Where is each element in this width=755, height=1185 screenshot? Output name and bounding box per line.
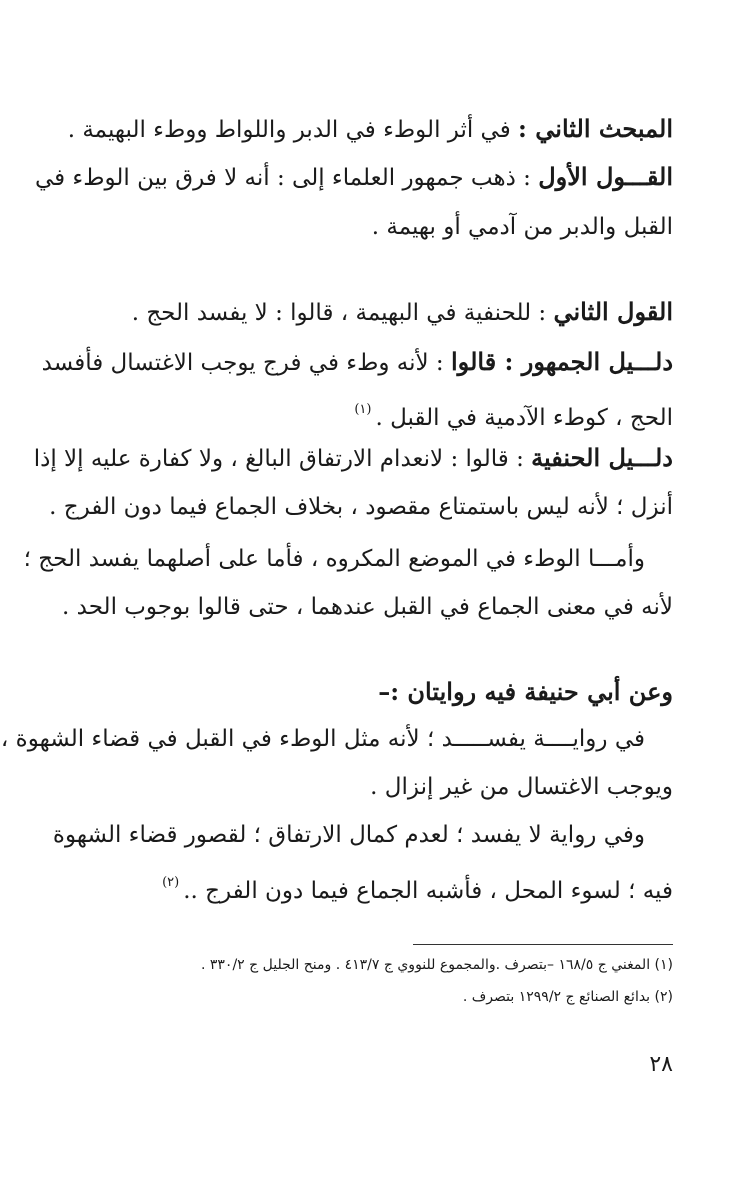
line-text: في أثر الوطء في الدبر واللواط ووطء البهيمة . (67, 117, 519, 143)
text-line (0, 722, 645, 756)
line-text: لأنه في معنى الجماع في القبل عندهما ، حتى قالوا بوجوب الحد . (62, 594, 673, 620)
text-line (41, 345, 673, 380)
subsection-heading: وعن أبي حنيفة فيه روايتان :– (378, 677, 673, 706)
text-line (62, 590, 673, 624)
line-text: في روايــــة يفســـــد ؛ لأنه مثل الوطء في القبل في قضاء الشهوة ، (0, 726, 645, 752)
footnote-1: (١) المغني ج ١٦٨/٥ –بتصرف .والمجموع للنووي ج ٤١٣/٧ . ومنح الجليل ج ٣٣٠/٢ . (200, 957, 673, 973)
line-text: ويوجب الاغتسال من غير إنزال . (370, 774, 673, 800)
line-text: فيه ؛ لسوء المحل ، فأشبه الجماع فيما دون الفرج .. (183, 878, 673, 904)
text-line (80, 675, 673, 710)
footnote-divider (413, 944, 673, 945)
line-text: وأمـــا الوطء في الموضع المكروه ، فأما على أصلهما يفسد الحج ؛ (23, 546, 645, 572)
footnote-2: (٢) بدائع الصنائع ج ١٢٩٩/٢ بتصرف . (462, 989, 673, 1005)
line-text: الحج ، كوطء الآدمية في القبل . (375, 405, 673, 431)
text-line (80, 295, 673, 330)
opinion-label: القول الثاني (553, 297, 673, 326)
line-text: : للحنفية في البهيمة ، قالوا : لا يفسد الحج . (131, 300, 554, 326)
page-number: ٢٨ (649, 1052, 673, 1077)
heading-line (67, 112, 673, 147)
line-text: أنزل ؛ لأنه ليس باستمتاع مقصود ، بخلاف الجماع فيما دون الفرج . (49, 494, 673, 520)
text-line (49, 490, 673, 524)
line-text: وفي رواية لا يفسد ؛ لعدم كمال الارتفاق ؛ لقصور قضاء الشهوة (52, 822, 645, 848)
text-line (80, 210, 673, 244)
line-text: : لأنه وطء في فرج يوجب الاغتسال فأفسد (41, 350, 451, 376)
footnote-ref-1: (١) (354, 402, 372, 417)
line-text: القبل والدبر من آدمي أو بهيمة . (371, 214, 673, 240)
opinion-label: القـــول الأول (538, 162, 673, 191)
section-heading: المبحث الثاني : (518, 114, 673, 143)
line-text: : قالوا : لانعدام الارتفاق البالغ ، ولا كفارة عليه إلا إذا (33, 446, 532, 472)
evidence-label: دلـــيل الحنفية (531, 443, 673, 472)
text-line (34, 160, 673, 195)
text-line (23, 542, 645, 576)
text-line (80, 866, 673, 908)
text-line (52, 818, 645, 852)
line-text: : ذهب جمهور العلماء إلى : أنه لا فرق بين الوطء في (34, 165, 539, 191)
evidence-label: دلـــيل الجمهور : قالوا (451, 347, 673, 376)
text-line (80, 770, 673, 804)
text-line (80, 393, 673, 435)
text-line (33, 441, 673, 476)
footnote-ref-2: (٢) (162, 875, 180, 890)
